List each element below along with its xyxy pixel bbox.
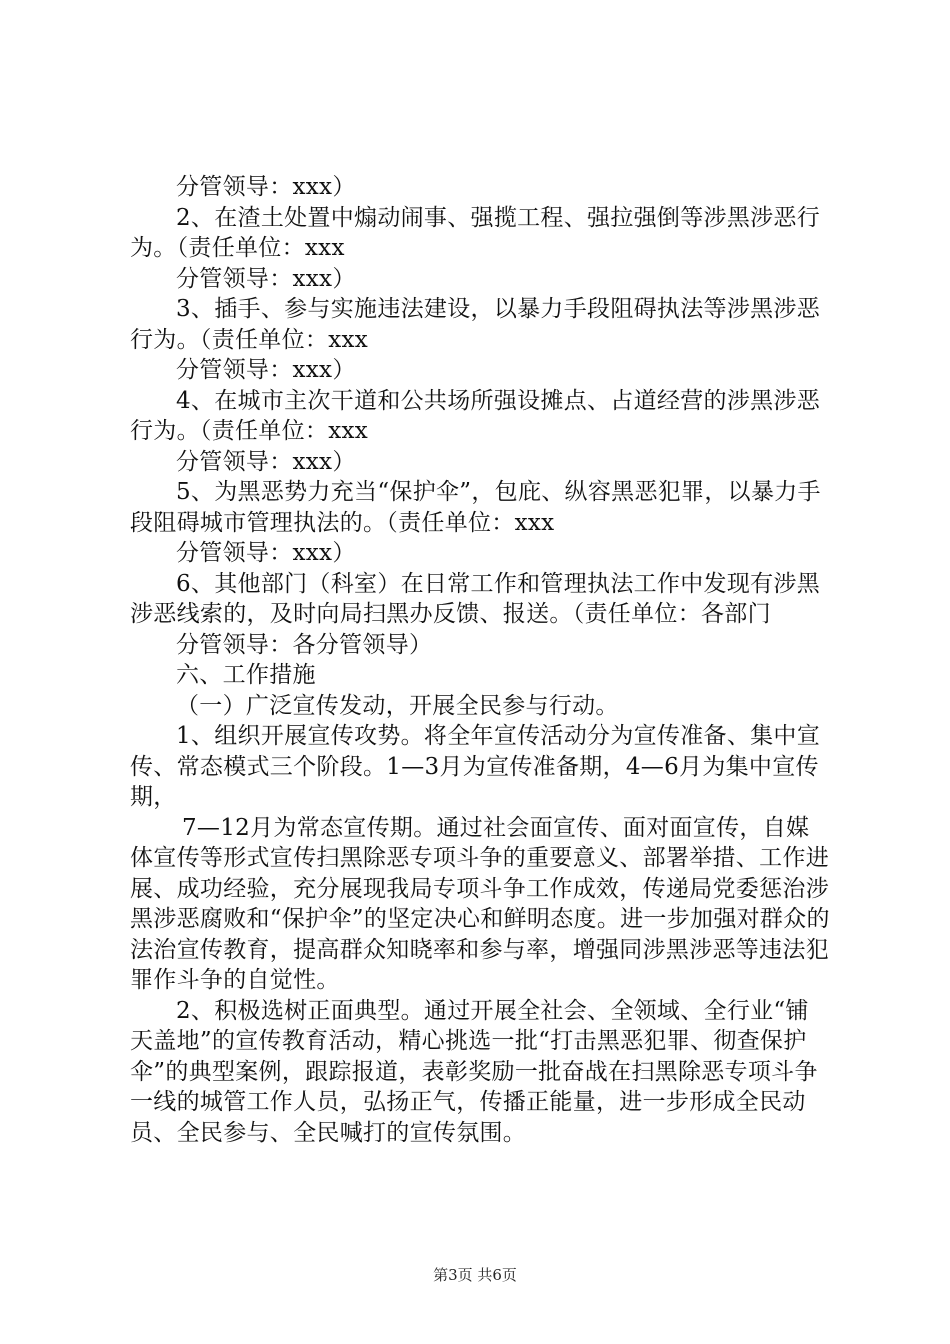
paragraph: 分管领导：xxx）	[176, 357, 356, 383]
paragraph: 3、插手、参与实施违法建设，以暴力手段阻碍执法等涉黑涉恶行为。（责任单位：xxx	[130, 296, 821, 353]
page-number-footer: 第3页 共6页	[433, 1266, 517, 1284]
subsection-heading: （一）广泛宣传发动，开展全民参与行动。	[176, 692, 619, 719]
paragraph: 分管领导：各分管领导）	[176, 631, 433, 658]
document-body	[130, 172, 830, 1148]
section-heading: 六、工作措施	[176, 662, 316, 688]
paragraph: 分管领导：xxx）	[176, 265, 356, 292]
paragraph: 6、其他部门（科室）在日常工作和管理执法工作中发现有涉黑涉恶线索的，及时向局扫黑办反馈、报送。（责任单位：各部门	[130, 570, 821, 627]
paragraph: 7—12月为常态宣传期。通过社会面宣传、面对面宣传，自媒体宣传等形式宣传扫黑除恶专项斗争的重要意义、部署举措、工作进展、成功经验，充分展现我局专项斗争工作成效，传递局党委惩治涉黑涉恶腐败和“保护伞”的坚定决心和鲜明态度。进一步加强对群众的法治宣传教育，提高群众知晓率和参与率，增强同涉黑涉恶等违法犯罪作斗争的自觉性。	[130, 814, 830, 993]
paragraph: 2、在渣土处置中煽动闹事、强揽工程、强拉强倒等涉黑涉恶行为。（责任单位：xxx	[130, 204, 821, 261]
paragraph: 分管领导：xxx）	[176, 540, 356, 566]
paragraph: 5、为黑恶势力充当“保护伞”，包庇、纵容黑恶犯罪，以暴力手段阻碍城市管理执法的。（责任单位：xxx	[130, 479, 821, 536]
paragraph: 4、在城市主次干道和公共场所强设摊点、占道经营的涉黑涉恶行为。（责任单位：xxx	[130, 387, 821, 444]
paragraph: 分管领导：xxx）	[176, 448, 356, 475]
paragraph: 2、积极选树正面典型。通过开展全社会、全领域、全行业“铺天盖地”的宣传教育活动，精心挑选一批“打击黑恶犯罪、彻查保护伞”的典型案例，跟踪报道，表彰奖励一批奋战在扫黑除恶专项斗争一线的城管工作人员，弘扬正气，传播正能量，进一步形成全民动员、全民参与、全民喊打的宣传氛围。	[130, 997, 818, 1146]
paragraph: 分管领导：xxx）	[176, 174, 356, 200]
paragraph: 1、组织开展宣传攻势。将全年宣传活动分为宣传准备、集中宣传、常态模式三个阶段。1—3月为宣传准备期，4—6月为集中宣传期，	[130, 723, 821, 810]
